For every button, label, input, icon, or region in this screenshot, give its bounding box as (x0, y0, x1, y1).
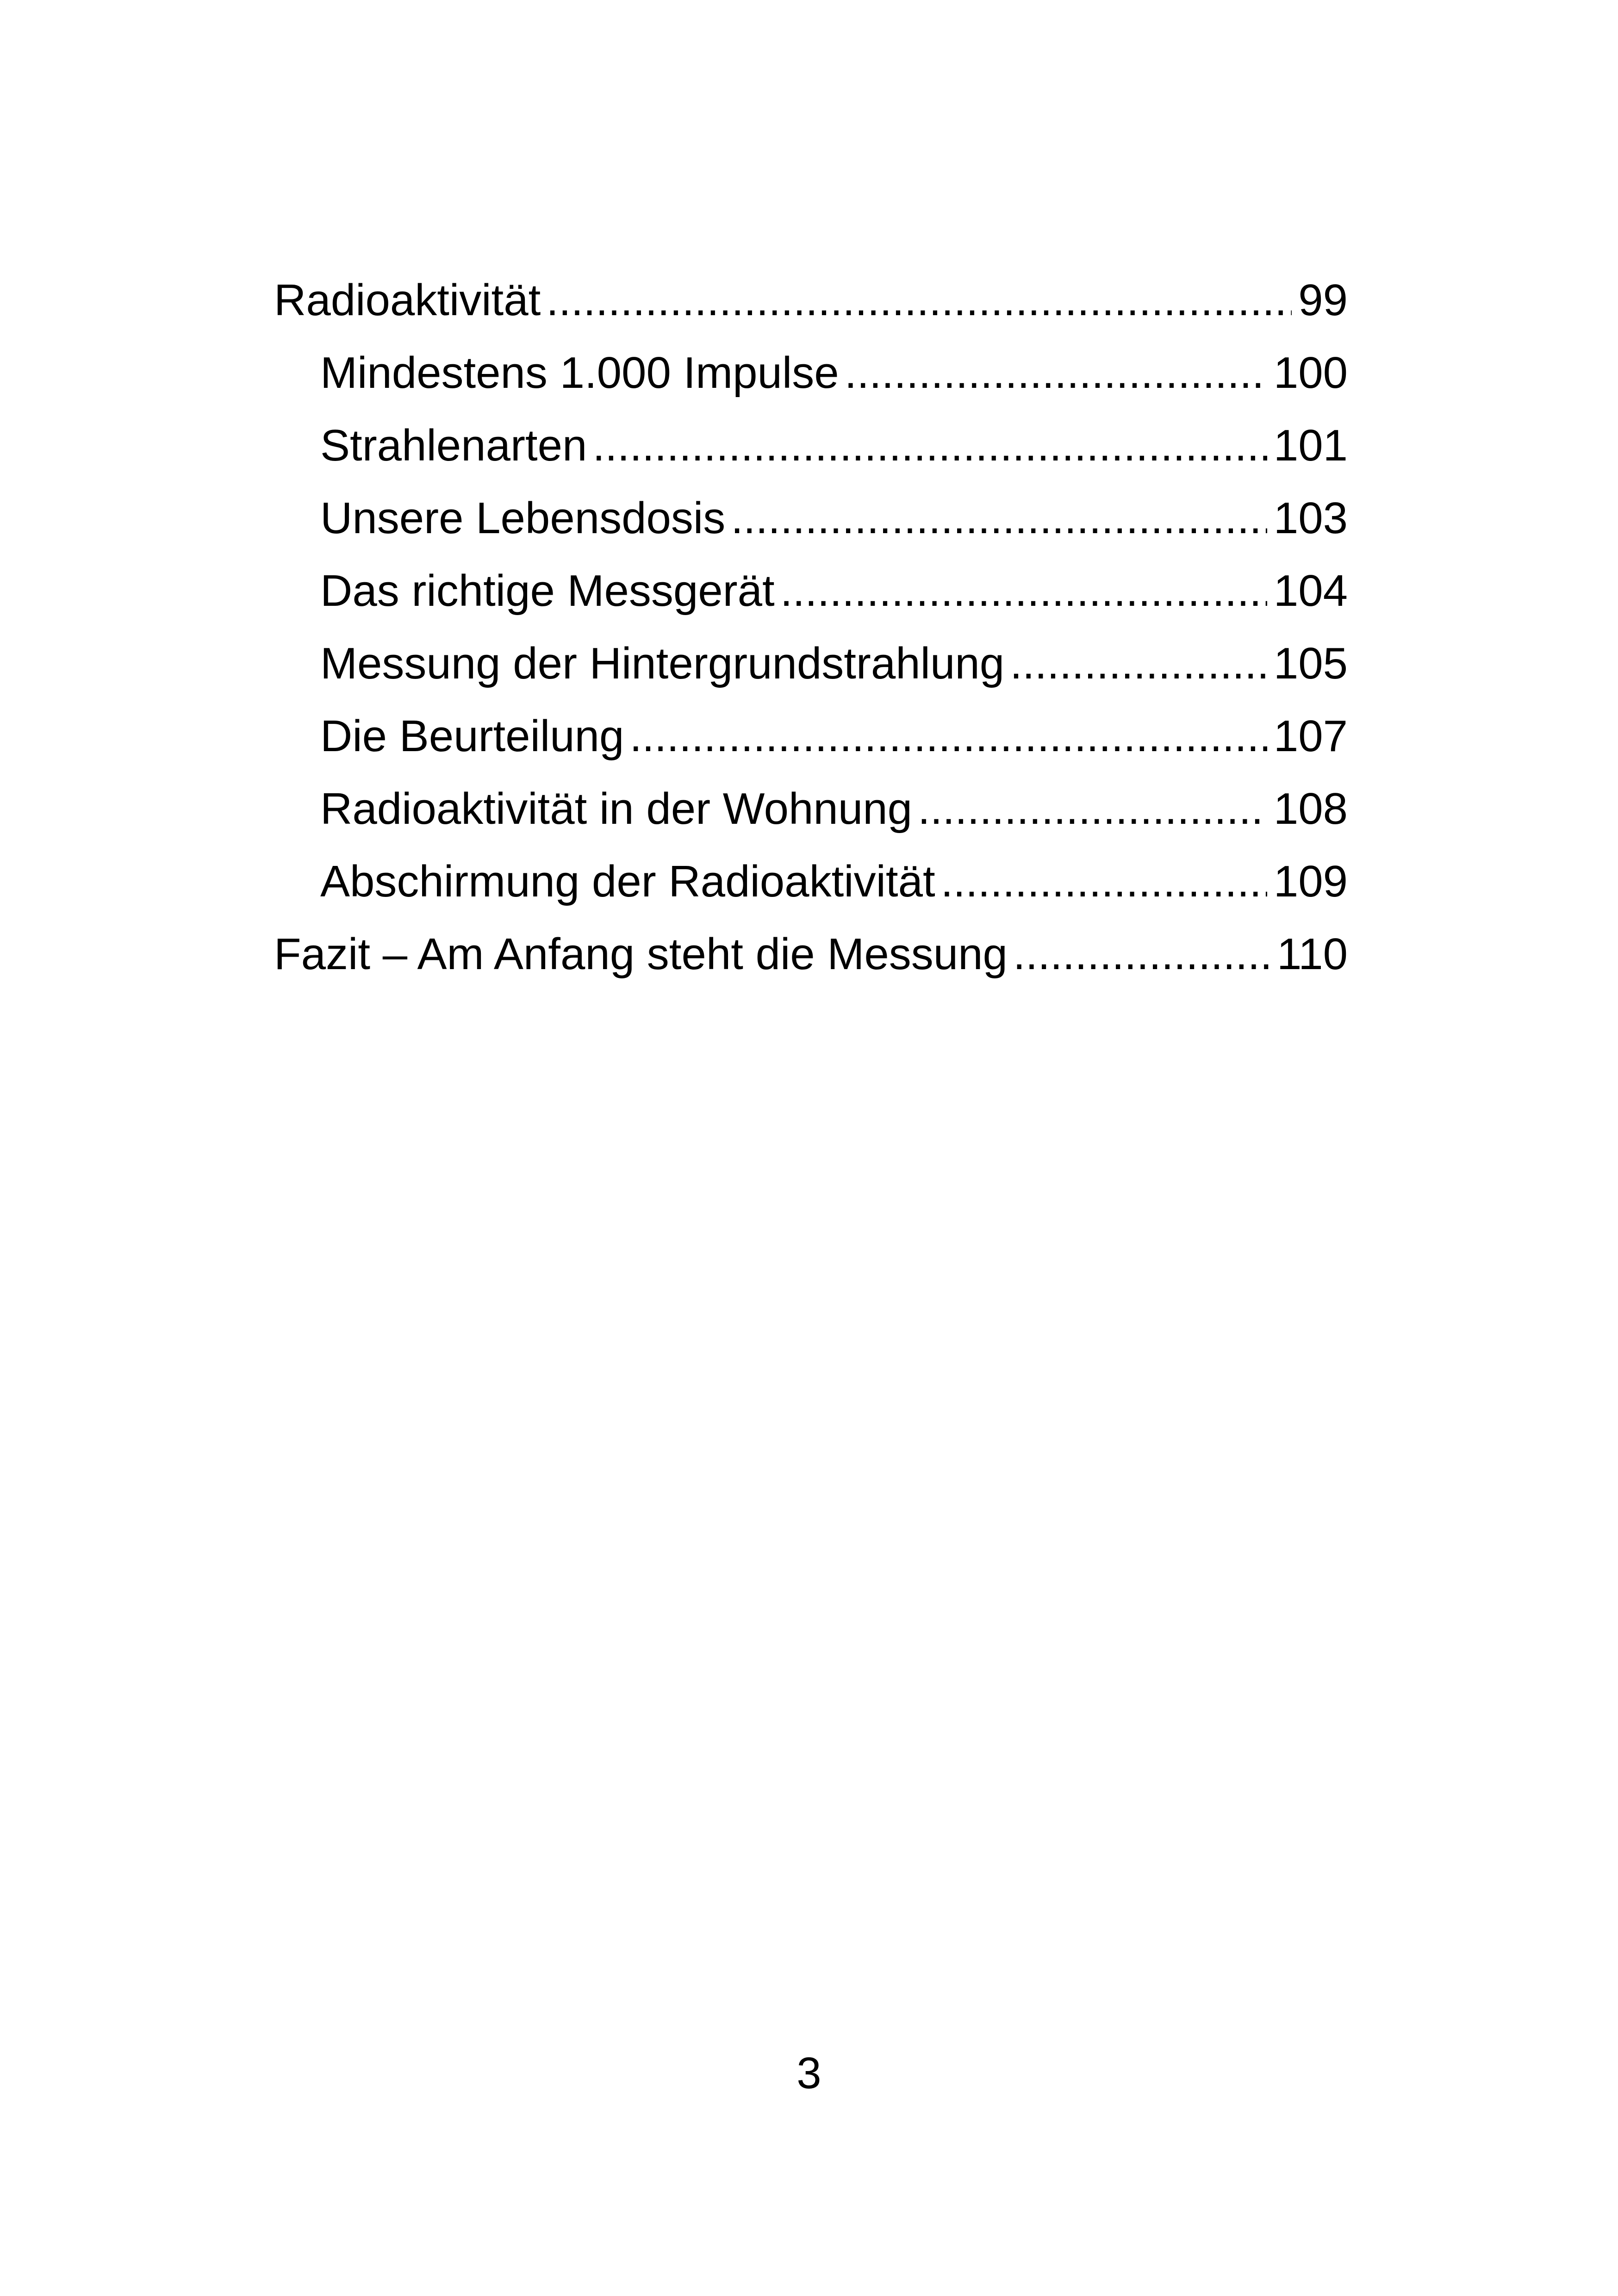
toc-entry[interactable] (274, 700, 1348, 772)
toc-entry[interactable] (274, 918, 1348, 990)
toc-leader-dots (780, 554, 1267, 627)
toc-leader-dots (629, 700, 1267, 772)
toc-entry-title: Das richtige Messgerät (320, 566, 775, 616)
toc-entry-title: Strahlenarten (320, 421, 587, 470)
toc-entry-title: Radioaktivität in der Wohnung (320, 784, 912, 834)
toc-entry-page: 101 (1273, 421, 1348, 470)
toc-leader-dots (546, 264, 1292, 336)
toc-entry-title: Die Beurteilung (320, 711, 624, 761)
toc-leader-dots (845, 336, 1267, 409)
toc-entry-page: 108 (1273, 784, 1348, 834)
toc-entry-title: Abschirmung der Radioaktivität (320, 857, 935, 906)
toc-entry-title: Messung der Hintergrundstrahlung (320, 639, 1005, 688)
toc-entry-title: Mindestens 1.000 Impulse (320, 348, 839, 398)
toc-entry[interactable] (274, 336, 1348, 409)
toc-leader-dots (918, 772, 1267, 845)
toc-entry[interactable] (274, 627, 1348, 700)
toc-leader-dots (592, 409, 1267, 482)
toc-entry[interactable] (274, 482, 1348, 554)
toc-entry-page: 107 (1273, 711, 1348, 761)
page-number: 3 (797, 2048, 821, 2098)
table-of-contents (274, 264, 1348, 990)
toc-entry-page: 104 (1273, 566, 1348, 616)
toc-entry[interactable] (274, 409, 1348, 482)
toc-entry[interactable] (274, 554, 1348, 627)
toc-entry-page: 110 (1276, 929, 1348, 979)
toc-entry-title: Unsere Lebensdosis (320, 493, 726, 543)
toc-leader-dots (1010, 627, 1267, 700)
toc-entry-page: 100 (1273, 348, 1348, 398)
toc-entry-page: 105 (1273, 639, 1348, 688)
toc-entry[interactable] (274, 772, 1348, 845)
toc-entry-title: Radioaktivität (274, 275, 541, 325)
toc-entry[interactable] (274, 845, 1348, 918)
toc-entry-title: Fazit – Am Anfang steht die Messung (274, 929, 1008, 979)
toc-entry-page: 103 (1273, 493, 1348, 543)
toc-leader-dots (731, 482, 1267, 554)
toc-leader-dots (1013, 918, 1270, 990)
toc-leader-dots (941, 845, 1267, 918)
toc-entry[interactable] (274, 264, 1348, 336)
toc-entry-page: 99 (1298, 275, 1348, 325)
toc-entry-page: 109 (1273, 857, 1348, 906)
